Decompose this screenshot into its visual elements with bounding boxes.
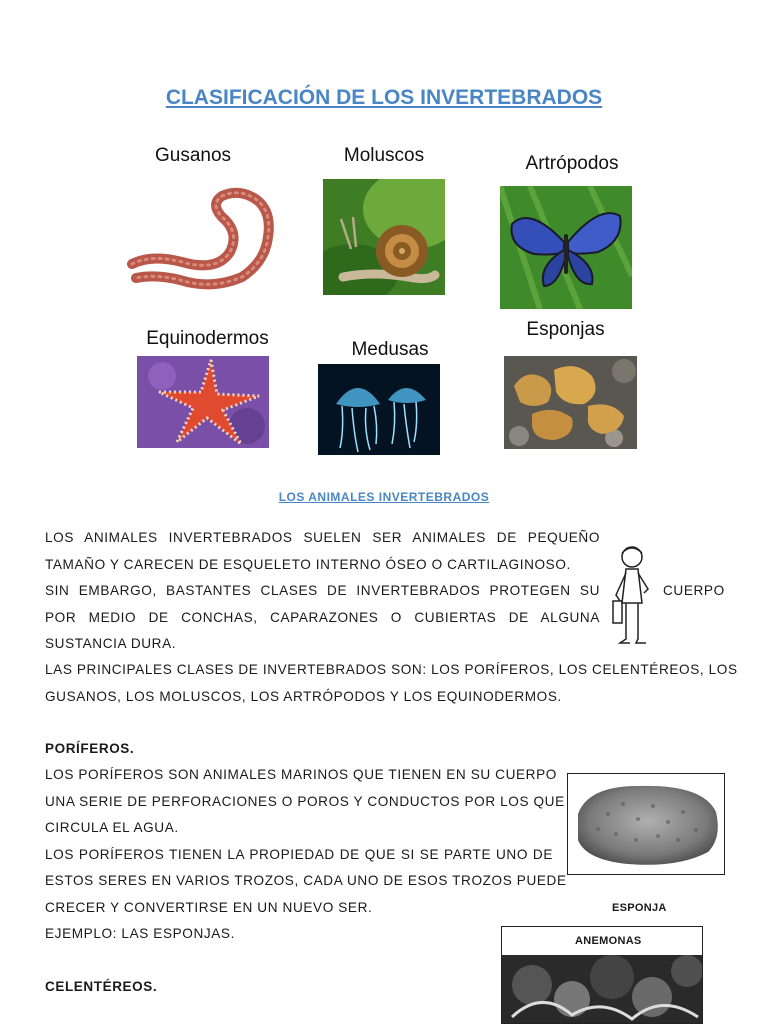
butterfly-image bbox=[500, 186, 632, 309]
jellyfish-image bbox=[318, 364, 440, 455]
intro-line-6: LAS PRINCIPALES CLASES DE INVERTEBRADOS SON: LOS PORÍFEROS, LOS CELENTÉREOS, LOS bbox=[45, 662, 738, 677]
sponge-caption: ESPONJA bbox=[612, 902, 667, 914]
poriferos-line-4: LOS PORÍFEROS TIENEN LA PROPIEDAD DE QUE SI SE PARTE UNO DE bbox=[45, 847, 553, 862]
label-medusas: Medusas bbox=[351, 339, 429, 360]
section-subtitle: LOS ANIMALES INVERTEBRADOS bbox=[278, 490, 490, 504]
sponge-image bbox=[504, 356, 637, 449]
label-moluscos: Moluscos bbox=[343, 145, 425, 166]
intro-line-1: LOS ANIMALES INVERTEBRADOS SUELEN SER ANIMALES DE PEQUEÑO bbox=[45, 530, 600, 545]
starfish-image bbox=[137, 356, 269, 448]
intro-line-3: SIN EMBARGO, BASTANTES CLASES DE INVERTEBRADOS PROTEGEN SU bbox=[45, 583, 600, 598]
intro-line-7: GUSANOS, LOS MOLUSCOS, LOS ARTRÓPODOS Y LOS EQUINODERMOS. bbox=[45, 689, 562, 704]
poriferos-line-2: UNA SERIE DE PERFORACIONES O POROS Y CONDUCTOS POR LOS QUE bbox=[45, 794, 565, 809]
intro-line-5: SUSTANCIA DURA. bbox=[45, 636, 177, 651]
label-artropodos: Artrópodos bbox=[525, 153, 619, 174]
poriferos-line-6: CRECER Y CONVERTIRSE EN UN NUEVO SER. bbox=[45, 900, 373, 915]
worm-image bbox=[122, 182, 282, 300]
anemone-photo bbox=[501, 926, 703, 1024]
intro-line-3-end: CUERPO bbox=[663, 583, 725, 598]
person-illustration bbox=[608, 543, 658, 649]
intro-line-4: POR MEDIO DE CONCHAS, CAPARAZONES O CUBIERTAS DE ALGUNA bbox=[45, 610, 600, 625]
label-gusanos: Gusanos bbox=[154, 145, 232, 166]
poriferos-line-5: ESTOS SERES EN VARIOS TROZOS, CADA UNO DE ESOS TROZOS PUEDE bbox=[45, 873, 567, 888]
label-equinodermos: Equinodermos bbox=[146, 328, 269, 349]
poriferos-line-3: CIRCULA EL AGUA. bbox=[45, 820, 179, 835]
sponge-photo bbox=[567, 773, 725, 875]
intro-line-2: TAMAÑO Y CARECEN DE ESQUELETO INTERNO ÓSEO O CARTILAGINOSO. bbox=[45, 557, 571, 572]
anemone-caption: ANEMONAS bbox=[575, 935, 642, 947]
poriferos-line-7: EJEMPLO: LAS ESPONJAS. bbox=[45, 926, 235, 941]
page-title: CLASIFICACIÓN DE LOS INVERTEBRADOS bbox=[165, 86, 603, 109]
poriferos-line-1: LOS PORÍFEROS SON ANIMALES MARINOS QUE TIENEN EN SU CUERPO bbox=[45, 767, 557, 782]
poriferos-heading: PORÍFEROS. bbox=[45, 741, 135, 756]
celentereos-heading: CELENTÉREOS. bbox=[45, 979, 158, 994]
snail-image bbox=[323, 179, 445, 295]
label-esponjas: Esponjas bbox=[526, 319, 605, 340]
